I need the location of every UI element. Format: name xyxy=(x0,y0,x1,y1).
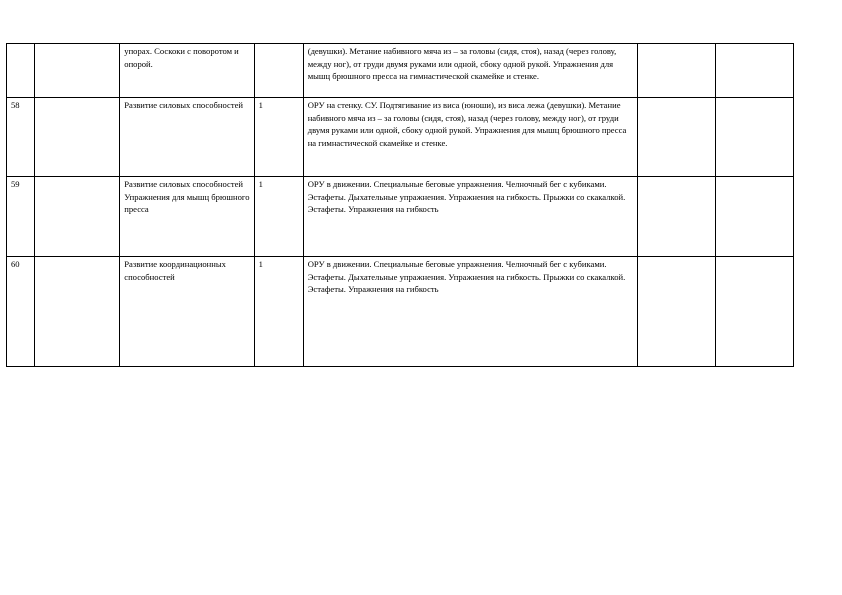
lesson-topic-cell: упорах. Соскоки с поворотом и опорой. xyxy=(120,44,254,98)
empty-cell xyxy=(35,44,120,98)
table-row xyxy=(7,44,794,98)
empty-cell xyxy=(715,257,793,367)
empty-cell xyxy=(637,177,715,257)
lesson-content-cell: ОРУ на стенку. СУ. Подтягивание из виса (юноши), из виса лежа (девушки). Метание набивного мяча из – за головы (сидя, стоя), назад (через голову, между ног), от груди двумя руками или одной, сбоку одной рукой. Упражнения для мышц брюшного пресса на гимнастической скамейке и стенке. xyxy=(303,98,637,177)
hours-cell: 1 xyxy=(254,257,303,367)
hours-cell: 1 xyxy=(254,177,303,257)
hours-cell xyxy=(254,44,303,98)
empty-cell xyxy=(637,44,715,98)
empty-cell xyxy=(35,257,120,367)
lesson-number-cell: 60 xyxy=(7,257,35,367)
empty-cell xyxy=(35,177,120,257)
hours-cell: 1 xyxy=(254,98,303,177)
lesson-number-cell: 59 xyxy=(7,177,35,257)
empty-cell xyxy=(715,98,793,177)
empty-cell xyxy=(637,257,715,367)
lesson-topic-cell: Развитие силовых способностей xyxy=(120,98,254,177)
lesson-plan-table xyxy=(6,43,794,367)
lesson-content-cell: (девушки). Метание набивного мяча из – за головы (сидя, стоя), назад (через голову, между ног), от груди двумя руками или одной, сбоку одной рукой. Упражнения для мышц брюшного пресса на гимнастической скамейке и стенке. xyxy=(303,44,637,98)
lesson-number-cell xyxy=(7,44,35,98)
empty-cell xyxy=(715,177,793,257)
lesson-content-cell: ОРУ в движении. Специальные беговые упражнения. Челночный бег с кубиками. Эстафеты. Дыхательные упражнения. Упражнения на гибкость. Прыжки со скакалкой. Эстафеты. Упражнения на гибкость xyxy=(303,257,637,367)
empty-cell xyxy=(715,44,793,98)
table-row xyxy=(7,257,794,367)
lesson-number-cell: 58 xyxy=(7,98,35,177)
table-row xyxy=(7,98,794,177)
empty-cell xyxy=(35,98,120,177)
empty-cell xyxy=(637,98,715,177)
lesson-content-cell: ОРУ в движении. Специальные беговые упражнения. Челночный бег с кубиками. Эстафеты. Дыхательные упражнения. Упражнения на гибкость. Прыжки со скакалкой. Эстафеты. Упражнения на гибкость xyxy=(303,177,637,257)
lesson-topic-cell: Развитие координационных способностей xyxy=(120,257,254,367)
table-row xyxy=(7,177,794,257)
lesson-topic-cell: Развитие силовых способностей Упражнения для мышц брюшного пресса xyxy=(120,177,254,257)
